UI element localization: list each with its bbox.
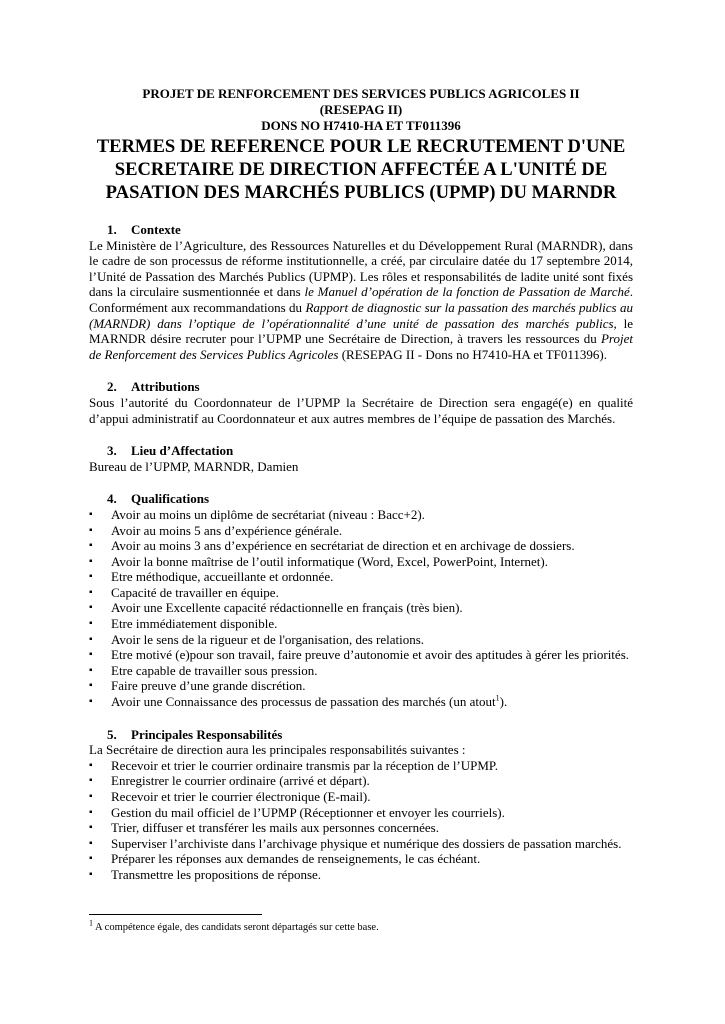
bullet-icon: ▪ xyxy=(89,586,93,598)
bullet-icon: ▪ xyxy=(89,868,93,880)
attributions-paragraph: Sous l’autorité du Coordonnateur de l’UPMP la Secrétaire de Direction sera engagé(e) en qualité d’appui administratif au Coordonnateur et aux autres membres de l’équipe de passation des Marchés. xyxy=(89,394,633,426)
section-number: 2. xyxy=(107,379,117,395)
list-item xyxy=(89,569,633,585)
list-item xyxy=(89,585,633,601)
list-item xyxy=(89,694,633,710)
list-item xyxy=(89,773,633,789)
section-number: 3. xyxy=(107,443,117,459)
list-item xyxy=(89,538,633,554)
list-item-text: Avoir au moins 5 ans d’expérience générale. xyxy=(111,522,343,538)
context-paragraph xyxy=(89,238,633,363)
bullet-icon: ▪ xyxy=(89,571,93,583)
section-number: 4. xyxy=(107,491,117,507)
document-title xyxy=(89,135,633,204)
section-location xyxy=(89,443,633,474)
project-acronym: (RESEPAG II) xyxy=(319,102,403,117)
section-title: Lieu d’Affectation xyxy=(131,443,234,459)
section-context xyxy=(89,222,633,362)
list-item xyxy=(89,632,633,648)
list-item-text: Recevoir et trier le courrier ordinaire transmis par la réception de l’UPMP. xyxy=(111,757,498,773)
context-text-1: Le Ministère de l’Agriculture, des Ressources Naturelles et du Développement Rural (MARNDR), dans le cadre de son processus de réforme institutionnelle, a créé, par circulaire datée du 17 septembre 2014, l’Unité de Passation des Marchés Publics (UPMP). Les rôles et responsabilités de ladite unité sont fixés dans la circulaire susmentionnée et dans xyxy=(89,237,633,300)
section-heading xyxy=(89,222,633,238)
responsibilities-intro: La Secrétaire de direction aura les principales responsabilités suivantes : xyxy=(89,742,466,758)
list-item-text: Avoir au moins 3 ans d’expérience en secrétariat de direction et en archivage de dossiers. xyxy=(111,538,575,554)
context-text-3: , le MARNDR désire recruter pour l’UPMP une Secrétaire de Direction, à travers les ressources du xyxy=(89,315,633,347)
list-item-text: Avoir au moins un diplôme de secrétariat (niveau : Bacc+2). xyxy=(111,506,425,522)
list-item-text: Avoir la bonne maîtrise de l’outil informatique (Word, Excel, PowerPoint, Internet). xyxy=(111,553,548,569)
list-item-text: Etre motivé (e)pour son travail, faire preuve d’autonomie et avoir des aptitudes à gérer les priorités. xyxy=(111,647,630,663)
list-item-text: Trier, diffuser et transférer les mails aux personnes concernées. xyxy=(111,820,439,836)
section-attributions xyxy=(89,379,633,426)
list-item-text: Recevoir et trier le courrier électronique (E-mail). xyxy=(111,789,371,804)
context-text-4: (RESEPAG II - Dons no H7410-HA et TF011396). xyxy=(338,346,608,362)
list-item xyxy=(89,678,633,694)
bullet-icon: ▪ xyxy=(89,555,93,567)
footnote xyxy=(89,918,379,934)
list-item xyxy=(89,554,633,570)
section-title: Qualifications xyxy=(131,491,210,507)
context-text-2: . Conformément aux recommandations du xyxy=(89,284,633,315)
list-item xyxy=(89,507,633,523)
section-heading xyxy=(89,443,633,459)
list-item-text: Superviser l’archiviste dans l’archivage physique et numérique des dossiers de passation marchés. xyxy=(111,835,622,851)
title-line-3: PASATION DES MARCHÉS PUBLICS (UPMP) DU MARNDR xyxy=(105,182,617,203)
list-item xyxy=(89,805,633,821)
list-item-text: Avoir une Connaissance des processus de passation des marchés (un atout xyxy=(111,694,496,710)
project-header xyxy=(89,86,633,134)
footnote-divider xyxy=(89,914,262,915)
bullet-icon: ▪ xyxy=(89,649,93,661)
bullet-icon: ▪ xyxy=(89,508,93,520)
project-name: PROJET DE RENFORCEMENT DES SERVICES PUBLICS AGRICOLES II xyxy=(142,86,580,101)
section-number: 1. xyxy=(107,222,117,237)
bullet-icon: ▪ xyxy=(89,775,93,787)
bullet-icon: ▪ xyxy=(89,822,93,834)
list-item-text: Avoir le sens de la rigueur et de l'organisation, des relations. xyxy=(111,631,425,647)
list-item-text: Etre immédiatement disponible. xyxy=(111,616,278,632)
footnote-mark: 1 xyxy=(89,918,93,928)
bullet-icon: ▪ xyxy=(89,759,93,771)
list-item xyxy=(89,616,633,632)
list-item-text: Transmettre les propositions de réponse. xyxy=(111,866,322,882)
list-item-text-end: ). xyxy=(499,694,508,710)
section-title: Contexte xyxy=(131,222,181,237)
bullet-icon: ▪ xyxy=(89,524,93,536)
bullet-icon: ▪ xyxy=(89,618,93,630)
bullet-icon: ▪ xyxy=(89,540,93,552)
list-item xyxy=(89,647,633,663)
section-heading xyxy=(89,727,633,743)
qualifications-list xyxy=(89,507,633,710)
footnote-text: A compétence égale, des candidats seront départagés sur cette base. xyxy=(93,922,379,933)
list-item xyxy=(89,820,633,836)
bullet-icon: ▪ xyxy=(89,664,93,676)
section-title: Attributions xyxy=(131,379,200,395)
section-heading xyxy=(89,379,633,395)
bullet-icon: ▪ xyxy=(89,680,93,692)
bullet-icon: ▪ xyxy=(89,633,93,645)
bullet-icon: ▪ xyxy=(89,853,93,865)
list-item xyxy=(89,758,633,774)
footnote-reference[interactable]: 1 xyxy=(495,693,500,703)
location-paragraph: Bureau de l’UPMP, MARNDR, Damien xyxy=(89,458,299,474)
grant-numbers: DONS NO H7410-HA ET TF011396 xyxy=(261,118,461,133)
section-qualifications xyxy=(89,491,633,709)
list-item xyxy=(89,523,633,539)
section-heading xyxy=(89,491,633,507)
section-number: 5. xyxy=(107,726,117,742)
context-italic-3: Projet de Renforcement des Services Publics Agricoles xyxy=(89,331,633,362)
bullet-icon: ▪ xyxy=(89,791,93,802)
responsibilities-list xyxy=(89,758,633,883)
context-italic-2: Rapport de diagnostic sur la passation des marchés publics au (MARNDR) dans l’optique de l’opérationnalité d’une unité de passation des marchés publics xyxy=(89,299,634,331)
title-line-1: TERMES DE REFERENCE POUR LE RECRUTEMENT D'UNE xyxy=(96,136,626,157)
section-responsibilities xyxy=(89,727,633,883)
list-item-text: Préparer les réponses aux demandes de renseignements, le cas échéant. xyxy=(111,851,481,867)
list-item xyxy=(89,600,633,616)
list-item xyxy=(89,867,633,883)
list-item xyxy=(89,789,633,805)
list-item-text: Avoir une Excellente capacité rédactionnelle en français (très bien). xyxy=(111,600,463,616)
list-item-text: Gestion du mail officiel de l’UPMP (Réceptionner et envoyer les courriels). xyxy=(111,804,505,820)
list-item-text: Faire preuve d’une grande discrétion. xyxy=(111,678,306,694)
bullet-icon: ▪ xyxy=(89,602,93,614)
context-italic-1: le Manuel d’opération de la fonction de Passation de Marché xyxy=(304,284,630,300)
title-line-2: SECRETAIRE DE DIRECTION AFFECTÉE A L'UNITÉ DE xyxy=(114,159,608,180)
list-item-text: Etre capable de travailler sous pression. xyxy=(111,662,318,678)
list-item xyxy=(89,851,633,867)
list-item xyxy=(89,663,633,679)
bullet-icon: ▪ xyxy=(89,696,93,708)
list-item-text: Etre méthodique, accueillante et ordonnée. xyxy=(111,569,334,585)
list-item xyxy=(89,836,633,852)
section-title: Principales Responsabilités xyxy=(131,726,283,742)
bullet-icon: ▪ xyxy=(89,806,93,818)
bullet-icon: ▪ xyxy=(89,837,93,849)
list-item-text: Capacité de travailler en équipe. xyxy=(111,584,279,600)
list-item-text: Enregistrer le courrier ordinaire (arrivé et départ). xyxy=(111,773,370,789)
